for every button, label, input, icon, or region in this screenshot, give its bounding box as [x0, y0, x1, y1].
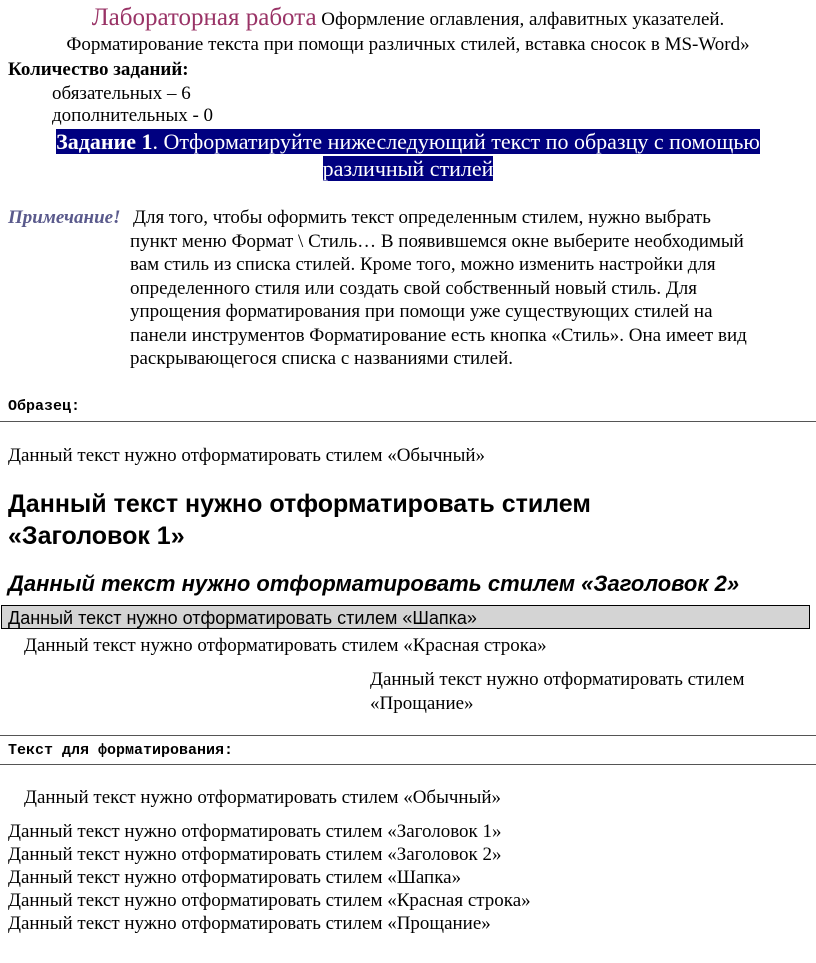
- task-text: . Отформатируйте нижеследующий текст по образцу с помощью различный стилей: [152, 129, 760, 181]
- note-line: определенного стиля или создать свой собственный новый стиль. Для: [130, 277, 698, 299]
- format-text-label: Текст для форматирования:: [8, 742, 234, 759]
- document-title: [0, 4, 816, 34]
- tasks-count-required: обязательных – 6: [52, 83, 191, 104]
- sample-divider: [0, 421, 816, 422]
- format-text-line: Данный текст нужно отформатировать стилем «Заголовок 1»: [8, 821, 502, 842]
- format-bottom-divider: [0, 764, 816, 765]
- format-text-line: Данный текст нужно отформатировать стилем «Шапка»: [8, 867, 462, 888]
- note-line: Для того, чтобы оформить текст определенным стилем, нужно выбрать: [133, 207, 711, 228]
- format-text-line: Данный текст нужно отформатировать стилем «Красная строка»: [8, 890, 531, 911]
- sample-header-style-text: Данный текст нужно отформатировать стилем «Шапка»: [1, 605, 810, 629]
- note-line: вам стиль из списка стилей. Кроме того, можно изменить настройки для: [130, 254, 716, 275]
- sample-normal-text: Данный текст нужно отформатировать стилем «Обычный»: [8, 445, 486, 466]
- sample-farewell-text: Данный текст нужно отформатировать стилем «Прощание»: [370, 669, 745, 714]
- task-label: Задание 1: [56, 129, 153, 154]
- sample-heading1-text: Данный текст нужно отформатировать стилем «Заголовок 1»: [8, 490, 591, 550]
- tasks-count-optional: дополнительных - 0: [52, 105, 214, 126]
- sample-label: Образец:: [8, 398, 81, 415]
- format-top-divider: [0, 735, 816, 736]
- title-lab-work: Лабораторная работа: [91, 4, 317, 31]
- tasks-count-title: Количество заданий:: [8, 59, 189, 80]
- note-line: раскрывающегося списка с названиями стилей.: [130, 348, 514, 369]
- format-text-line: Данный текст нужно отформатировать стилем «Прощание»: [8, 913, 491, 934]
- sample-heading2-text: Данный текст нужно отформатировать стилем «Заголовок 2»: [8, 571, 740, 596]
- note-line: пункт меню Формат \ Стиль… В появившемся окне выберите необходимый: [130, 230, 744, 252]
- format-text-line: Данный текст нужно отформатировать стилем «Обычный»: [24, 787, 502, 808]
- document-subtitle: Форматирование текста при помощи различных стилей, вставка сносок в MS-Word»: [66, 34, 750, 55]
- format-text-line: Данный текст нужно отформатировать стилем «Заголовок 2»: [8, 844, 502, 865]
- title-topic: Оформление оглавления, алфавитных указателей.: [321, 9, 725, 30]
- note-line: панели инструментов Форматирование есть кнопка «Стиль». Она имеет вид: [130, 324, 747, 346]
- note-line: упрощения форматирования при помощи уже существующих стилей на: [130, 301, 713, 322]
- sample-red-line-text: Данный текст нужно отформатировать стилем «Красная строка»: [24, 635, 547, 656]
- note-label: Примечание!: [8, 207, 121, 228]
- task-banner: [20, 128, 796, 182]
